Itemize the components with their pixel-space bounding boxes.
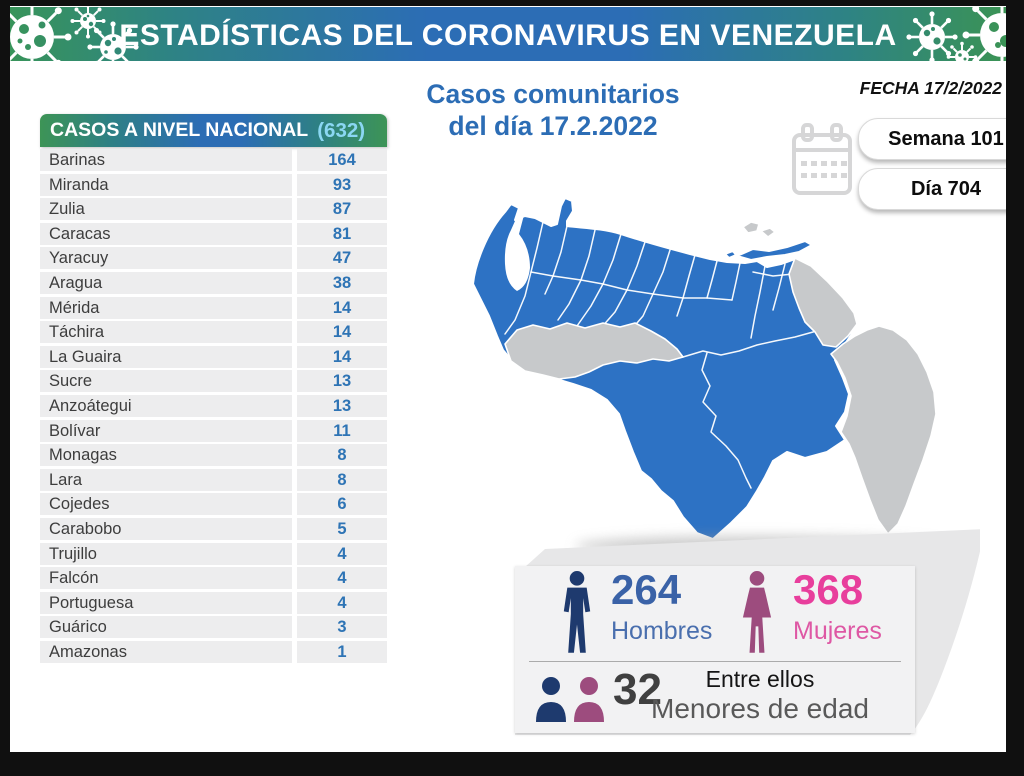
state-name: Portuguesa [40,592,292,614]
week-badge-label: Semana 101 [888,127,1004,150]
table-row [40,297,387,319]
state-name: Amazonas [40,641,292,663]
state-name: Anzoátegui [40,395,292,417]
table-row [40,149,387,171]
state-name: Caracas [40,223,292,245]
virus-icon [906,11,957,61]
table-row [40,174,387,196]
bust-man-icon [536,677,566,722]
table-row [40,321,387,343]
minors-count: 32 [613,665,662,714]
men-count: 264 [611,566,682,613]
day-badge-label: Día 704 [910,177,982,200]
state-name: Lara [40,469,292,491]
gender-stats-card [515,566,915,733]
woman-icon [737,570,777,658]
state-value: 93 [297,174,387,196]
state-name: Trujillo [40,543,292,565]
header-title: ESTADÍSTICAS DEL CORONAVIRUS EN VENEZUELA [119,19,897,52]
state-value: 164 [297,149,387,171]
table-row [40,370,387,392]
table-row [40,223,387,245]
state-value: 14 [297,321,387,343]
state-name: La Guaira [40,346,292,368]
table-row [40,616,387,638]
state-value: 5 [297,518,387,540]
state-value: 47 [297,247,387,269]
state-value: 4 [297,543,387,565]
state-value: 87 [297,198,387,220]
state-name: Miranda [40,174,292,196]
table-row [40,641,387,663]
table-row [40,592,387,614]
minors-caption-line1: Entre ellos [705,666,815,692]
bust-woman-icon [574,677,604,722]
card-divider [529,661,901,662]
state-name: Cojedes [40,493,292,515]
map-blue-islet [725,251,736,258]
men-label: Hombres [611,617,713,645]
state-value: 13 [297,395,387,417]
state-name: Monagas [40,444,292,466]
state-value: 13 [297,370,387,392]
minors-icons [531,673,615,725]
state-value: 1 [297,641,387,663]
state-name: Yaracuy [40,247,292,269]
state-value: 6 [297,493,387,515]
table-row [40,543,387,565]
table-row [40,198,387,220]
state-name: Sucre [40,370,292,392]
cases-table-title: CASOS A NIVEL NACIONAL [50,119,309,141]
state-value: 38 [297,272,387,294]
table-row [40,493,387,515]
header-banner [10,7,1006,61]
minors-caption-line2: Menores de edad [651,693,869,724]
cases-table [40,114,387,665]
date-label: FECHA 17/2/2022 [859,78,1002,98]
state-name: Táchira [40,321,292,343]
table-row [40,247,387,269]
table-row [40,518,387,540]
map-blue-island-strip [737,241,812,260]
state-name: Barinas [40,149,292,171]
state-name: Falcón [40,567,292,589]
state-name: Aragua [40,272,292,294]
state-value: 4 [297,567,387,589]
week-badge [858,118,1006,160]
map-gray-islands [743,222,775,237]
cases-total: (632) [317,118,366,142]
page-title [408,78,698,143]
state-value: 81 [297,223,387,245]
state-value: 14 [297,346,387,368]
state-value: 8 [297,444,387,466]
map-gray-region-esequibo [831,326,936,534]
venezuela-map [455,164,960,559]
state-name: Bolívar [40,420,292,442]
cases-table-header [40,114,387,147]
content-area [10,6,1006,752]
minors-caption [635,666,885,725]
table-row [40,444,387,466]
table-row [40,395,387,417]
table-row [40,567,387,589]
table-row [40,469,387,491]
page-title-line1: Casos comunitarios [426,79,680,109]
state-value: 4 [297,592,387,614]
table-row [40,346,387,368]
women-count: 368 [793,566,864,613]
state-name: Zulia [40,198,292,220]
state-value: 11 [297,420,387,442]
women-label: Mujeres [793,617,882,645]
state-name: Carabobo [40,518,292,540]
state-name: Mérida [40,297,292,319]
state-value: 14 [297,297,387,319]
state-name: Guárico [40,616,292,638]
state-value: 3 [297,616,387,638]
page-title-line2: del día 17.2.2022 [448,111,658,142]
table-row [40,420,387,442]
state-value: 8 [297,469,387,491]
man-icon [557,570,597,658]
cases-table-body [40,149,387,665]
table-row [40,272,387,294]
